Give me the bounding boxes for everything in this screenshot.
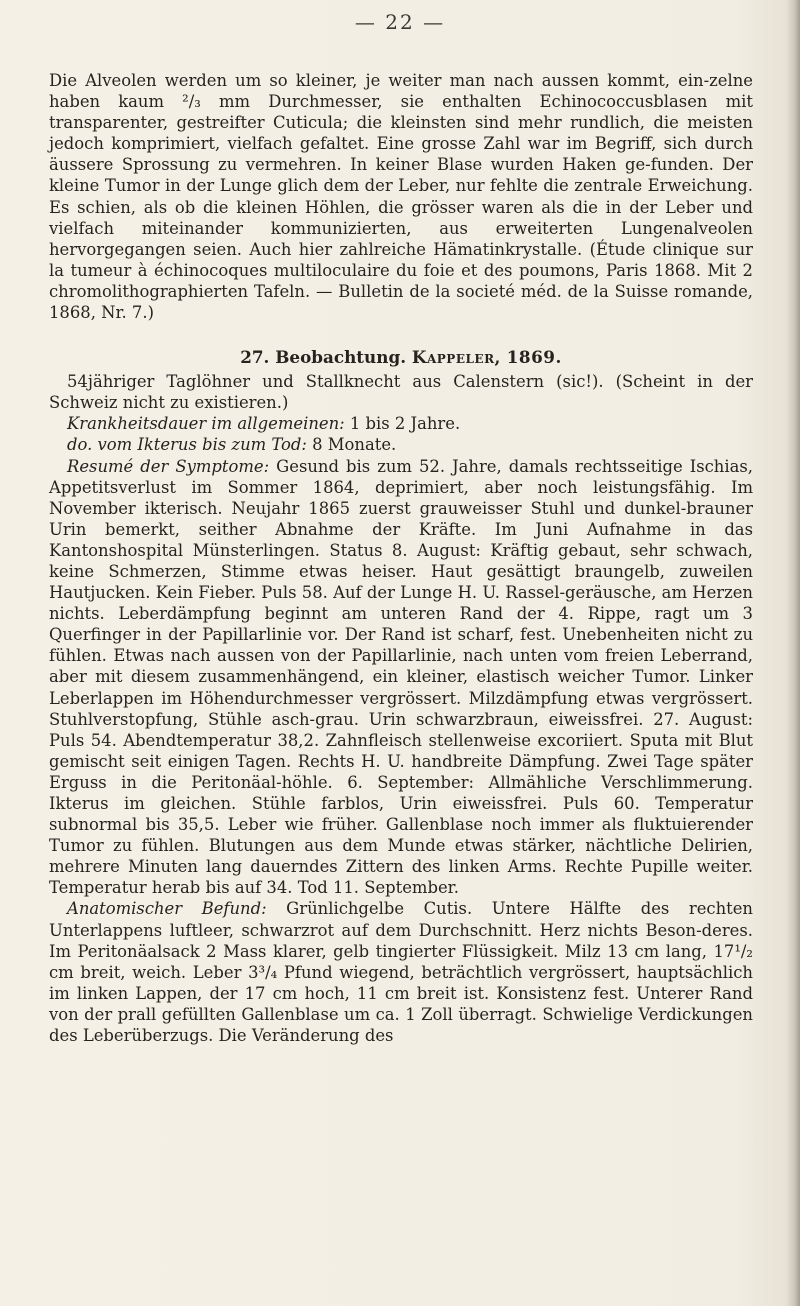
page-spine-shadow [786,0,800,1306]
duration-icterus [49,434,753,455]
symptoms-paragraph: Resumé der Symptome: Gesund bis zum 52. Jahre, damals rechtsseitige Ischias, Appetitsverlust im Sommer 1864, deprimiert, aber noch leistungsfähig. Im November ikterisch. Neujahr 1865 zuerst grauweisser Stuhl und dunkel-brauner Urin bemerkt, seither Abnahme der Kräfte. Im Juni Aufnahme in das Kantonshospital Münsterlingen. Status 8. August: Kräftig gebaut, sehr schwach, keine Schmerzen, Stimme etwas heiser. Haut gesättigt braungelb, zuweilen Hautjucken. Kein Fieber. Puls 58. Auf der Lunge H. U. Rassel-geräusche, am Herzen nichts. Leberdämpfung beginnt am unteren Rand der 4. Rippe, ragt um 3 Querfinger in der Papillarlinie vor. Der Rand ist scharf, fest. Unebenheiten nicht zu fühlen. Etwas nach aussen von der Papillarlinie, nach unten vom freien Leberrand, aber mit diesem zusammenhängend, ein kleiner, elastisch weicher Tumor. Linker Leberlappen im Höhendurchmesser vergrössert. Milzdämpfung etwas vergrössert. Stuhlverstopfung, Stühle asch-grau. Urin schwarzbraun, eiweissfrei. 27. August: Puls 54. Abendtemperatur 38,2. Zahnfleisch stellenweise excoriiert. Sputa mit Blut gemischt seit einigen Tagen. Rechts H. U. handbreite Dämpfung. Zwei Tage später Erguss in die Peritonäal-höhle. 6. September: Allmähliche Verschlimmerung. Ikterus im gleichen. Stühle farblos, Urin eiweissfrei. Puls 60. Temperatur subnormal bis 35,5. Leber wie früher. Gallenblase noch immer als fluktuierender Tumor zu fühlen. Blutungen aus dem Munde etwas stärker, nächtliche Delirien, mehrere Minuten lang dauerndes Zittern des linken Arms. Rechte Pupille weiter. Temperatur herab bis auf 34. Tod 11. September. [49,456,754,898]
duration-icterus-label: do. vom Ikterus bis zum Tod: [67,435,307,455]
prev-case-paragraph: Die Alveolen werden um so kleiner, je weiter man nach aussen kommt, ein-zelne haben kaum ²/₃ mm Durchmesser, sie enthalten Echinococcusblasen mit transparenter, gestreifter Cuticula; die kleinsten sind mehr rundlich, die meisten jedoch komprimiert, vielfach gefaltet. Eine grosse Zahl war im Begriff, sich durch äussere Sprossung zu vermehren. In keiner Blase wurden Haken ge-funden. Der kleine Tumor in der Lunge glich dem der Leber, nur fehlte die zentrale Erweichung. Es schien, als ob die kleinen Höhlen, die grösser waren als die in der Leber und vielfach miteinander kommunizierten, aus erweiterten Lungenalveolen hervorgegangen seien. Auch hier zahlreiche Hämatinkrystalle. (Étude clinique sur la tumeur à échinocoques multiloculaire du foie et des poumons, Paris 1868. Mit 2 chromolithographierten Tafeln. — Bulletin de la societé méd. de la Suisse romande, 1868, Nr. 7.) [49,71,753,323]
case-author: Kappeler, [411,347,501,368]
resume-label: Resumé der Symptome: [67,456,270,476]
anatomy-paragraph: Anatomischer Befund: Grünlichgelbe Cutis. Untere Hälfte des rechten Unterlappens luftleer, schwarzrot auf dem Durchschnitt. Herz nichts Beson-deres. Im Peritonäalsack 2 Mass klarer, gelb tingierter Flüssigkeit. Milz 13 cm lang, 17¹/₂ cm breit, weich. Leber 3³/₄ Pfund wiegend, beträchtlich vergrössert, hauptsächlich im linken Lappen, der 17 cm hoch, 11 cm breit ist. Konsistenz fest. Unterer Rand von der prall gefüllten Gallenblase um ca. 1 Zoll überragt. Schwielige Verdickungen des Leberüberzugs. Die Veränderung des [49,899,753,1046]
case-year: 1869. [506,347,562,368]
case-intro: 54jähriger Taglöhner und Stallknecht aus Calenstern (sic!). (Scheint in der Schweiz nicht zu existieren.) [49,372,753,413]
page-number: — 22 — [354,10,446,34]
duration-general-label: Krankheitsdauer im allgemeinen: [67,414,345,434]
duration-general-value: 1 bis 2 Jahre. [349,414,461,434]
case-heading [49,346,753,368]
anatomy-label: Anatomischer Befund: [67,899,267,919]
duration-icterus-value: 8 Monate. [312,435,397,455]
duration-general [49,413,753,434]
body-text [49,70,753,1046]
case-number: 27. Beobachtung. [240,347,407,368]
